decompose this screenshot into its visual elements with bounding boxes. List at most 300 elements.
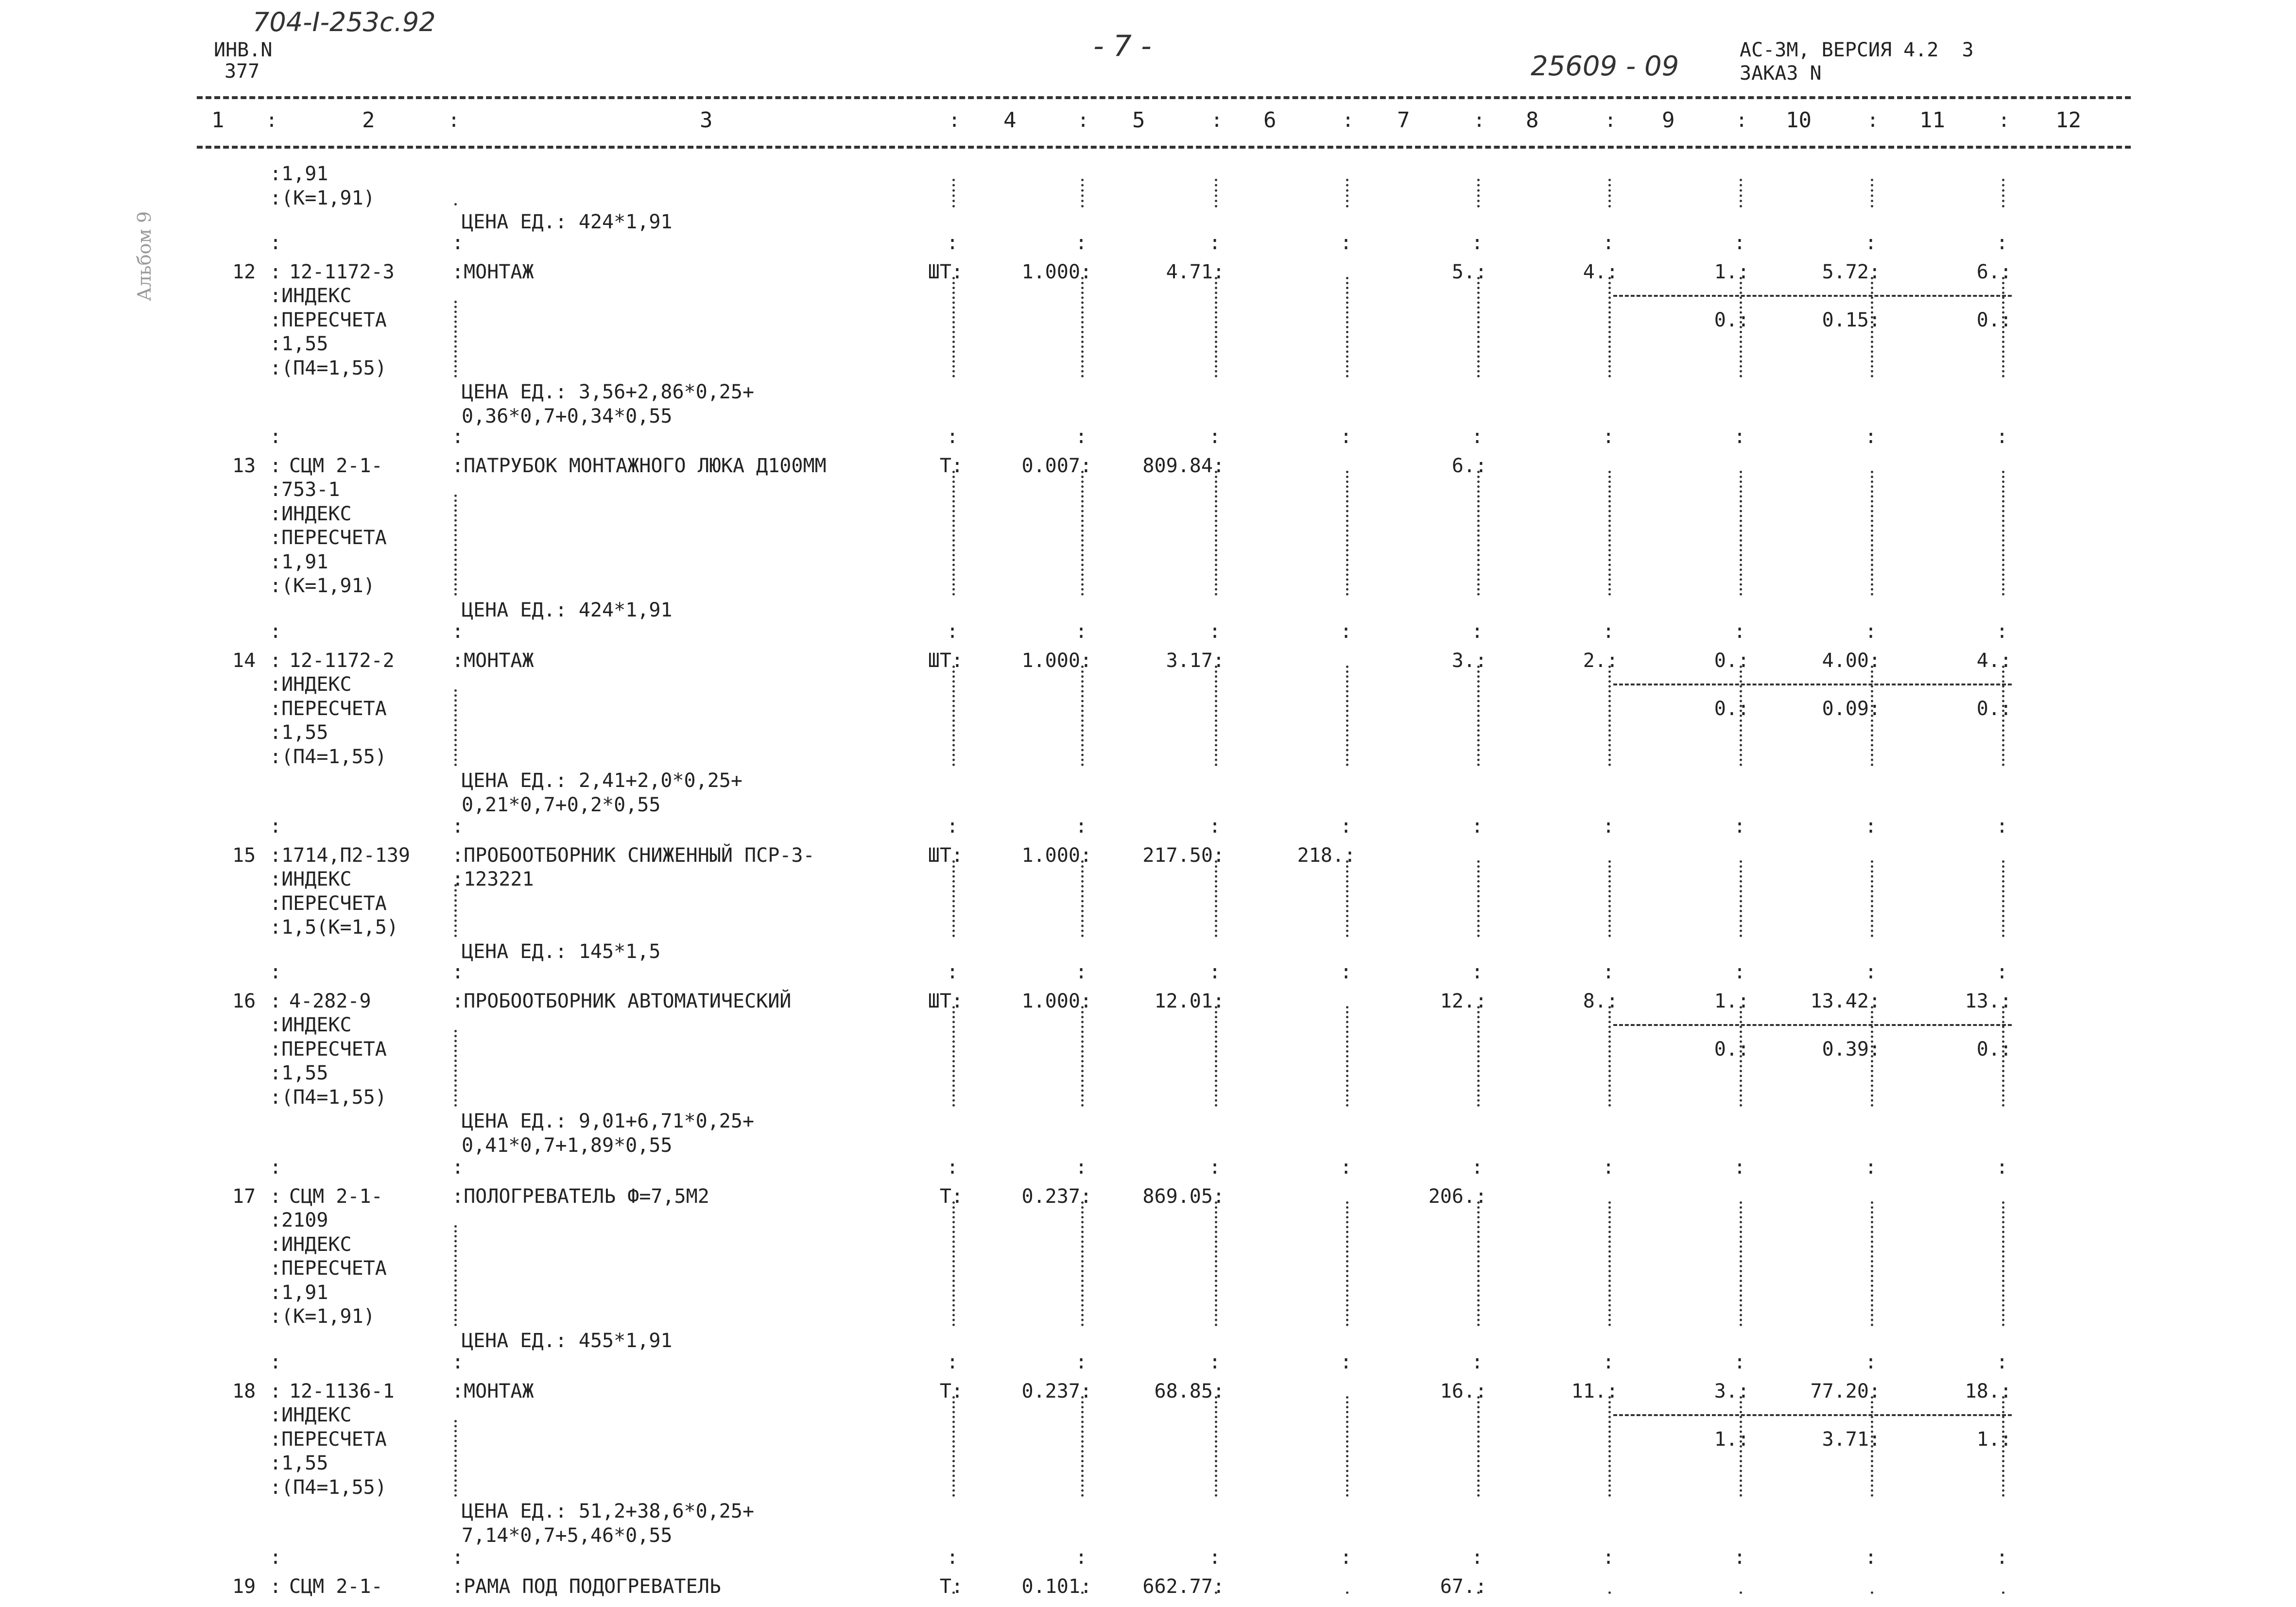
record-separator-colon: : (1340, 1351, 1352, 1373)
cell-c10: 77.20: (1810, 1380, 1881, 1402)
record-separator-colon: : (270, 961, 282, 983)
column-guide (952, 179, 955, 207)
inventory-number: 377 (224, 60, 260, 83)
cell-c7: 3.: (1451, 649, 1487, 672)
record-separator-colon: : (1734, 1546, 1746, 1569)
code-line: :753-1 (270, 479, 340, 501)
record-separator-colon: : (947, 232, 959, 254)
column-guide (1477, 179, 1480, 207)
record-separator-colon: : (1603, 815, 1615, 838)
column-guide (1608, 1396, 1611, 1497)
cell-c7: 206.: (1428, 1185, 1487, 1208)
code-line: :ПЕРЕСЧЕТА (270, 527, 387, 549)
record-separator-colon: : (1734, 620, 1746, 643)
record-separator-colon: : (452, 426, 464, 448)
unit-price-formula: ЦЕНА ЕД.: 424*1,91 (462, 598, 673, 621)
record-separator-colon: : (1340, 620, 1352, 643)
code-line: :ПЕРЕСЧЕТА (270, 1038, 387, 1060)
record-separator-colon: : (1996, 426, 2008, 448)
code-colon: : (270, 1380, 282, 1402)
cell-qty: 1.000: (1021, 844, 1092, 867)
subcell-c10: 0.39: (1822, 1038, 1881, 1060)
code-line: :1,55 (270, 721, 328, 744)
column-header-1: 1 (211, 108, 224, 133)
column-guide (2002, 471, 2004, 596)
record-separator-colon: : (1996, 1351, 2008, 1373)
document-code: 704-I-253c.92 (253, 7, 436, 37)
column-guide (1608, 471, 1611, 596)
code-line: :1,55 (270, 1452, 328, 1474)
record-separator-colon: : (1734, 815, 1746, 838)
record-separator-colon: : (1865, 620, 1877, 643)
column-guide (1608, 1006, 1611, 1107)
column-guide (1608, 860, 1611, 937)
record-separator-colon: : (1603, 961, 1615, 983)
column-guide (1346, 1006, 1348, 1107)
record-separator-colon: : (947, 1546, 959, 1569)
code-line: :1,91 (270, 1281, 328, 1304)
record-separator-colon: : (1734, 426, 1746, 448)
column-guide (2002, 179, 2004, 207)
record-separator-colon: : (452, 961, 464, 983)
column-guide (1871, 1201, 1873, 1326)
code-colon: : (270, 260, 282, 283)
record-separator-colon: : (1603, 620, 1615, 643)
code-line: :ИНДЕКС (270, 502, 352, 525)
code-line: :ИНДЕКС (270, 673, 352, 696)
column-header-12: 12 (2055, 108, 2081, 133)
subtotal-divider (1613, 1024, 2012, 1026)
column-guide (1871, 1591, 1873, 1596)
record-separator-colon: : (1865, 1156, 1877, 1179)
record-separator-colon: : (1209, 815, 1221, 838)
record-separator-colon: : (1340, 1546, 1352, 1569)
cell-unit: Т: (939, 1185, 963, 1208)
record-separator-colon: : (270, 620, 282, 643)
column-header-6: 6 (1263, 108, 1277, 133)
column-guide (952, 1201, 955, 1326)
cell-c11: 18.: (1965, 1380, 2012, 1402)
code-line: :(П4=1,55) (270, 357, 387, 379)
subcell-c9: 0.: (1714, 697, 1749, 720)
record-separator-colon: : (1865, 815, 1877, 838)
column-header-9: 9 (1662, 108, 1675, 133)
cell-c7: 6.: (1451, 454, 1487, 477)
column-guide (2002, 1591, 2004, 1596)
code-line: :ПЕРЕСЧЕТА (270, 1257, 387, 1280)
record-separator-colon: : (1603, 232, 1615, 254)
record-separator-colon: : (452, 1156, 464, 1179)
record-separator-colon: : (270, 426, 282, 448)
cell-c5: 12.01: (1154, 990, 1225, 1012)
code-line: :(П4=1,55) (270, 745, 387, 768)
cell-unit: ШТ: (928, 990, 963, 1012)
column-guide (1346, 471, 1348, 596)
record-separator-colon: : (1865, 1351, 1877, 1373)
column-guide (1740, 1591, 1742, 1596)
column-header-10: 10 (1786, 108, 1812, 133)
code-line: :(К=1,91) (270, 1305, 375, 1328)
unit-price-formula: ЦЕНА ЕД.: 9,01+6,71*0,25+ (462, 1110, 755, 1132)
code-line: :1,55 (270, 1062, 328, 1084)
cell-c8: 4.: (1583, 260, 1618, 283)
subcell-c9: 1.: (1714, 1428, 1749, 1451)
record-separator-colon: : (1340, 815, 1352, 838)
code-line: 4-282-9 (289, 990, 371, 1012)
subcell-c11: 0.: (1976, 1038, 2012, 1060)
item-name: :ПРОБООТБОРНИК СНИЖЕННЫЙ ПСР-3- (452, 844, 815, 867)
record-separator-colon: : (1471, 1351, 1484, 1373)
record-separator-colon: : (1996, 1546, 2008, 1569)
record-separator-colon: : (1471, 620, 1484, 643)
column-separator: : (1998, 109, 2010, 132)
column-guide (952, 277, 955, 378)
column-guide (952, 1006, 955, 1107)
code-line: 12-1172-2 (289, 649, 395, 672)
column-guide (952, 1396, 955, 1497)
column-guide (1081, 860, 1084, 937)
cell-c10: 5.72: (1822, 260, 1881, 283)
cell-c5: 4.71: (1166, 260, 1225, 283)
record-separator-colon: : (1734, 961, 1746, 983)
code-colon: : (270, 990, 282, 1012)
cell-unit: ШТ: (928, 649, 963, 672)
column-separator: : (1605, 109, 1617, 132)
column-guide (454, 495, 457, 596)
column-separator: : (1473, 109, 1485, 132)
code-line: :ПЕРЕСЧЕТА (270, 697, 387, 720)
column-guide (454, 203, 457, 208)
record-separator-colon: : (270, 232, 282, 254)
cell-c11: 4.: (1976, 649, 2012, 672)
column-guide (1081, 277, 1084, 378)
cell-c8: 8.: (1583, 990, 1618, 1012)
record-separator-colon: : (1075, 961, 1088, 983)
record-separator-colon: : (1075, 232, 1088, 254)
record-separator-colon: : (1734, 1351, 1746, 1373)
column-guide (454, 1225, 457, 1326)
subcell-c10: 0.09: (1822, 697, 1881, 720)
column-guide (1477, 1591, 1480, 1596)
record-separator-colon: : (452, 232, 464, 254)
code-line: :ПЕРЕСЧЕТА (270, 892, 387, 915)
column-guide (1346, 277, 1348, 378)
code-line: :1,91 (270, 163, 328, 185)
column-guide (2002, 666, 2004, 767)
column-guide (1215, 471, 1217, 596)
column-guide (1215, 1006, 1217, 1107)
cell-unit: Т: (939, 1575, 963, 1598)
column-guide (454, 301, 457, 377)
column-guide (1608, 179, 1611, 207)
code-line: :ИНДЕКС (270, 285, 352, 307)
code-line: :2109 (270, 1209, 328, 1231)
code-line: :ИНДЕКС (270, 868, 352, 890)
code-line: :ИНДЕКС (270, 1014, 352, 1036)
column-guide (1346, 179, 1348, 207)
cell-qty: 1.000: (1021, 260, 1092, 283)
record-separator-colon: : (1996, 961, 2008, 983)
record-separator-colon: : (1996, 815, 2008, 838)
column-guide (454, 1030, 457, 1107)
column-guide (1871, 179, 1873, 207)
column-guide (1740, 277, 1742, 378)
unit-price-formula: ЦЕНА ЕД.: 145*1,5 (462, 940, 661, 963)
subcell-c10: 3.71: (1822, 1428, 1881, 1451)
cell-c6: 218.: (1297, 844, 1356, 867)
row-number: 19 (232, 1575, 256, 1598)
unit-price-formula: ЦЕНА ЕД.: 51,2+38,6*0,25+ (462, 1500, 755, 1522)
cell-c5: 662.77: (1142, 1575, 1225, 1598)
cell-c9: 0.: (1714, 649, 1749, 672)
column-guide (1081, 1006, 1084, 1107)
record-separator-colon: : (947, 961, 959, 983)
column-header-3: 3 (700, 108, 713, 133)
row-number: 12 (232, 260, 256, 283)
record-separator-colon: : (1865, 1546, 1877, 1569)
cell-qty: 0.101: (1021, 1575, 1092, 1598)
column-guide (2002, 1006, 2004, 1107)
subcell-c9: 0.: (1714, 308, 1749, 331)
cell-c7: 67.: (1440, 1575, 1487, 1598)
record-separator-colon: : (270, 1546, 282, 1569)
column-guide (454, 1420, 457, 1497)
program-version: АС-3М, ВЕРСИЯ 4.2 3 (1740, 39, 1974, 61)
cell-c5: 869.05: (1142, 1185, 1225, 1208)
column-guide (1740, 1006, 1742, 1107)
column-header-11: 11 (1919, 108, 1945, 133)
record-separator-colon: : (1075, 426, 1088, 448)
column-guide (1871, 1396, 1873, 1497)
record-separator-colon: : (1209, 620, 1221, 643)
column-guide (1215, 179, 1217, 207)
unit-price-formula: ЦЕНА ЕД.: 424*1,91 (462, 211, 673, 233)
record-separator-colon: : (1471, 426, 1484, 448)
column-guide (1608, 1591, 1611, 1596)
column-separator: : (1736, 109, 1748, 132)
cell-c11: 6.: (1976, 260, 2012, 283)
record-separator-colon: : (1603, 1351, 1615, 1373)
row-number: 18 (232, 1380, 256, 1402)
cell-c10: 13.42: (1810, 990, 1881, 1012)
record-separator-colon: : (947, 620, 959, 643)
row-number: 13 (232, 454, 256, 477)
column-separator: : (1342, 109, 1354, 132)
subcell-c11: 0.: (1976, 697, 2012, 720)
record-separator-colon: : (270, 815, 282, 838)
subcell-c9: 0.: (1714, 1038, 1749, 1060)
record-separator-colon: : (1209, 426, 1221, 448)
record-separator-colon: : (452, 815, 464, 838)
item-name: :123221 (452, 868, 534, 890)
item-name: :МОНТАЖ (452, 1380, 534, 1402)
record-separator-colon: : (452, 620, 464, 643)
column-guide (1477, 1201, 1480, 1326)
unit-price-formula: ЦЕНА ЕД.: 3,56+2,86*0,25+ (462, 381, 755, 403)
column-separator: : (1077, 109, 1089, 132)
code-line: :1,5(К=1,5) (270, 916, 398, 939)
record-separator-colon: : (1865, 426, 1877, 448)
record-separator-colon: : (1603, 426, 1615, 448)
column-guide (952, 471, 955, 596)
record-separator-colon: : (270, 1351, 282, 1373)
unit-price-formula: 0,41*0,7+1,89*0,55 (462, 1134, 673, 1157)
column-guide (1477, 471, 1480, 596)
column-header-7: 7 (1397, 108, 1410, 133)
column-guide (454, 689, 457, 766)
cell-unit: Т: (939, 1380, 963, 1402)
column-separator: : (448, 109, 460, 132)
record-separator-colon: : (1996, 232, 2008, 254)
column-guide (1081, 471, 1084, 596)
item-name: :МОНТАЖ (452, 260, 534, 283)
order-label: ЗАКАЗ N (1740, 62, 1822, 85)
cell-c5: 3.17: (1166, 649, 1225, 672)
code-line: :ПЕРЕСЧЕТА (270, 1428, 387, 1451)
item-name: :МОНТАЖ (452, 649, 534, 672)
record-separator-colon: : (452, 1546, 464, 1569)
record-separator-colon: : (1734, 232, 1746, 254)
cell-qty: 0.007: (1021, 454, 1092, 477)
record-separator-colon: : (270, 1156, 282, 1179)
column-header-4: 4 (1003, 108, 1017, 133)
item-name: :ПАТРУБОК МОНТАЖНОГО ЛЮКА Д100ММ (452, 454, 827, 477)
cell-c5: 809.84: (1142, 454, 1225, 477)
record-separator-colon: : (1471, 1156, 1484, 1179)
code-line: :1,55 (270, 333, 328, 355)
cell-c5: 68.85: (1154, 1380, 1225, 1402)
order-number-handwritten: 25609 - 09 (1531, 51, 1679, 82)
record-separator-colon: : (1340, 426, 1352, 448)
column-guide (1608, 277, 1611, 378)
record-separator-colon: : (1209, 1546, 1221, 1569)
column-guide (952, 666, 955, 767)
record-separator-colon: : (1996, 1156, 2008, 1179)
code-line: :(П4=1,55) (270, 1476, 387, 1499)
column-guide (1215, 277, 1217, 378)
column-guide (1871, 1006, 1873, 1107)
record-separator-colon: : (1209, 232, 1221, 254)
album-side-note: Альбом 9 (134, 211, 155, 301)
column-guide (1215, 666, 1217, 767)
cell-c7: 12.: (1440, 990, 1487, 1012)
cell-c9: 1.: (1714, 990, 1749, 1012)
unit-price-formula: ЦЕНА ЕД.: 455*1,91 (462, 1329, 673, 1352)
record-separator-colon: : (1075, 1546, 1088, 1569)
cell-c10: 4.00: (1822, 649, 1881, 672)
column-guide (1477, 666, 1480, 767)
column-guide (1871, 666, 1873, 767)
column-guide (1081, 1201, 1084, 1326)
subcell-c11: 0.: (1976, 308, 2012, 331)
code-line: :(П4=1,55) (270, 1086, 387, 1109)
code-line: 12-1172-3 (289, 260, 395, 283)
item-name: :ПРОБООТБОРНИК АВТОМАТИЧЕСКИЙ (452, 990, 792, 1012)
column-guide (1346, 1201, 1348, 1326)
column-guide (1740, 860, 1742, 937)
cell-c9: 1.: (1714, 260, 1749, 283)
column-guide (1740, 471, 1742, 596)
subcell-c11: 1.: (1976, 1428, 2012, 1451)
record-separator-colon: : (1340, 232, 1352, 254)
unit-price-formula: 0,21*0,7+0,2*0,55 (462, 793, 661, 816)
cell-unit: ШТ: (928, 844, 963, 867)
subtotal-divider (1613, 295, 2012, 297)
record-separator-colon: : (1471, 961, 1484, 983)
header-top-rule (197, 96, 2131, 99)
column-guide (1346, 1591, 1348, 1596)
unit-price-formula: 0,36*0,7+0,34*0,55 (462, 405, 673, 427)
code-line: СЦМ 2-1- (289, 1575, 383, 1598)
record-separator-colon: : (1209, 1351, 1221, 1373)
cell-qty: 1.000: (1021, 649, 1092, 672)
column-guide (1215, 1591, 1217, 1596)
page-mark: - 7 - (1093, 29, 1152, 63)
record-separator-colon: : (1471, 1546, 1484, 1569)
code-colon: : (270, 1575, 282, 1598)
cell-unit: ШТ: (928, 260, 963, 283)
column-guide (1477, 1396, 1480, 1497)
record-separator-colon: : (1865, 232, 1877, 254)
row-number: 16 (232, 990, 256, 1012)
column-guide (1346, 860, 1348, 937)
inventory-label: ИНВ.N (214, 39, 273, 61)
record-separator-colon: : (1603, 1156, 1615, 1179)
subcell-c10: 0.15: (1822, 308, 1881, 331)
column-guide (1477, 277, 1480, 378)
column-guide (952, 860, 955, 937)
record-separator-colon: : (452, 1351, 464, 1373)
column-guide (1081, 666, 1084, 767)
record-separator-colon: : (1996, 620, 2008, 643)
column-separator: : (1867, 109, 1879, 132)
code-line: :ИНДЕКС (270, 1233, 352, 1256)
record-separator-colon: : (1075, 1156, 1088, 1179)
code-line: СЦМ 2-1- (289, 1185, 383, 1208)
column-guide (1740, 179, 1742, 207)
column-separator: : (1211, 109, 1223, 132)
record-separator-colon: : (1471, 232, 1484, 254)
column-guide (1871, 471, 1873, 596)
column-guide (1215, 860, 1217, 937)
code-line: 12-1136-1 (289, 1380, 395, 1402)
code-line: СЦМ 2-1- (289, 454, 383, 477)
column-header-8: 8 (1526, 108, 1539, 133)
column-guide (1740, 1396, 1742, 1497)
record-separator-colon: : (1075, 620, 1088, 643)
record-separator-colon: : (1603, 1546, 1615, 1569)
cell-qty: 0.237: (1021, 1185, 1092, 1208)
unit-price-formula: ЦЕНА ЕД.: 2,41+2,0*0,25+ (462, 769, 742, 792)
column-guide (1346, 666, 1348, 767)
code-line: :1714,П2-139 (270, 844, 410, 867)
column-guide (2002, 277, 2004, 378)
column-guide (1081, 1591, 1084, 1596)
record-separator-colon: : (1865, 961, 1877, 983)
record-separator-colon: : (947, 815, 959, 838)
record-separator-colon: : (947, 426, 959, 448)
cell-c8: 11.: (1571, 1380, 1618, 1402)
column-guide (454, 884, 457, 937)
subtotal-divider (1613, 684, 2012, 685)
record-separator-colon: : (1075, 815, 1088, 838)
code-colon: : (270, 454, 282, 477)
column-guide (1871, 277, 1873, 378)
code-colon: : (270, 649, 282, 672)
item-name: :РАМА ПОД ПОДОГРЕВАТЕЛЬ (452, 1575, 721, 1598)
record-separator-colon: : (947, 1156, 959, 1179)
code-line: :(К=1,91) (270, 575, 375, 597)
